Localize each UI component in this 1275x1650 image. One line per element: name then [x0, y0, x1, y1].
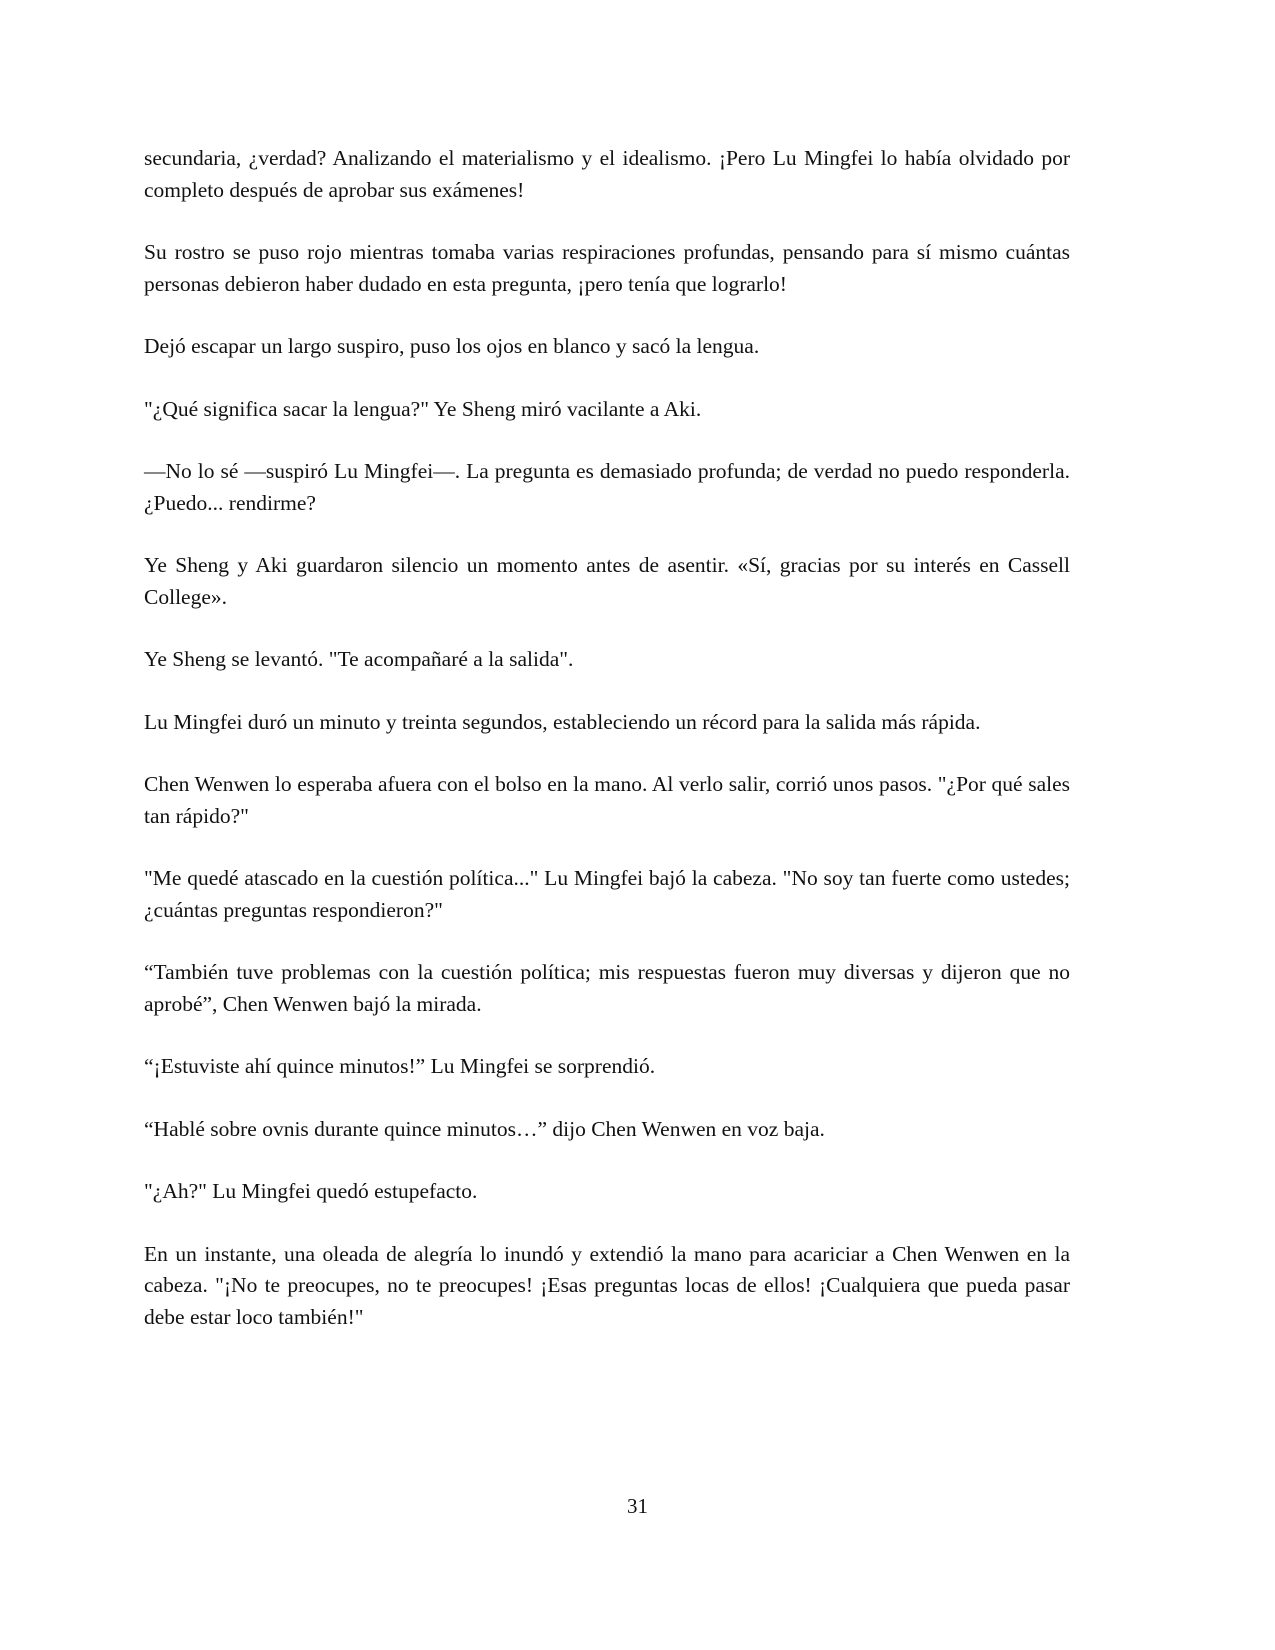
page-number: 31	[627, 1494, 648, 1518]
paragraph: "¿Ah?" Lu Mingfei quedó estupefacto.	[144, 1179, 478, 1203]
paragraph: “También tuve problemas con la cuestión política; mis respuestas fueron muy diversas y dijeron que no aprobé”, Chen Wenwen bajó la mirada.	[144, 960, 1070, 1016]
paragraph: "¿Qué significa sacar la lengua?" Ye Sheng miró vacilante a Aki.	[144, 396, 702, 421]
paragraph: Ye Sheng se levantó. "Te acompañaré a la salida".	[144, 647, 574, 671]
paragraph: “¡Estuviste ahí quince minutos!” Lu Mingfei se sorprendió.	[144, 1054, 656, 1078]
paragraph: Dejó escapar un largo suspiro, puso los ojos en blanco y sacó la lengua.	[144, 334, 760, 358]
paragraph: En un instante, una oleada de alegría lo inundó y extendió la mano para acariciar a Chen Wenwen en la cabeza. "¡No te preocupes, no te preocupes! ¡Esas preguntas locas de ellos! ¡Cualquiera que pueda pasar debe estar loco también!"	[144, 1241, 1070, 1329]
paragraph: Chen Wenwen lo esperaba afuera con el bolso en la mano. Al verlo salir, corrió unos pasos. "¿Por qué sales tan rápido?"	[144, 772, 1070, 828]
paragraph: Su rostro se puso rojo mientras tomaba varias respiraciones profundas, pensando para sí mismo cuántas personas debieron haber dudado en esta pregunta, ¡pero tenía que lograrlo!	[144, 240, 1070, 296]
paragraph: “Hablé sobre ovnis durante quince minutos…” dijo Chen Wenwen en voz baja.	[144, 1116, 825, 1141]
paragraph: "Me quedé atascado en la cuestión política..." Lu Mingfei bajó la cabeza. "No soy tan fuerte como ustedes; ¿cuántas preguntas respondieron?"	[144, 866, 1070, 922]
paragraph: Ye Sheng y Aki guardaron silencio un momento antes de asentir. «Sí, gracias por su interés en Cassell College».	[144, 553, 1070, 609]
paragraph: —No lo sé —suspiró Lu Mingfei—. La pregunta es demasiado profunda; de verdad no puedo responderla. ¿Puedo... rendirme?	[144, 459, 1070, 515]
body-text	[144, 143, 1070, 1364]
paragraph: Lu Mingfei duró un minuto y treinta segundos, estableciendo un récord para la salida más rápida.	[144, 709, 981, 734]
paragraph: secundaria, ¿verdad? Analizando el materialismo y el idealismo. ¡Pero Lu Mingfei lo había olvidado por completo después de aprobar sus exámenes!	[144, 146, 1070, 202]
